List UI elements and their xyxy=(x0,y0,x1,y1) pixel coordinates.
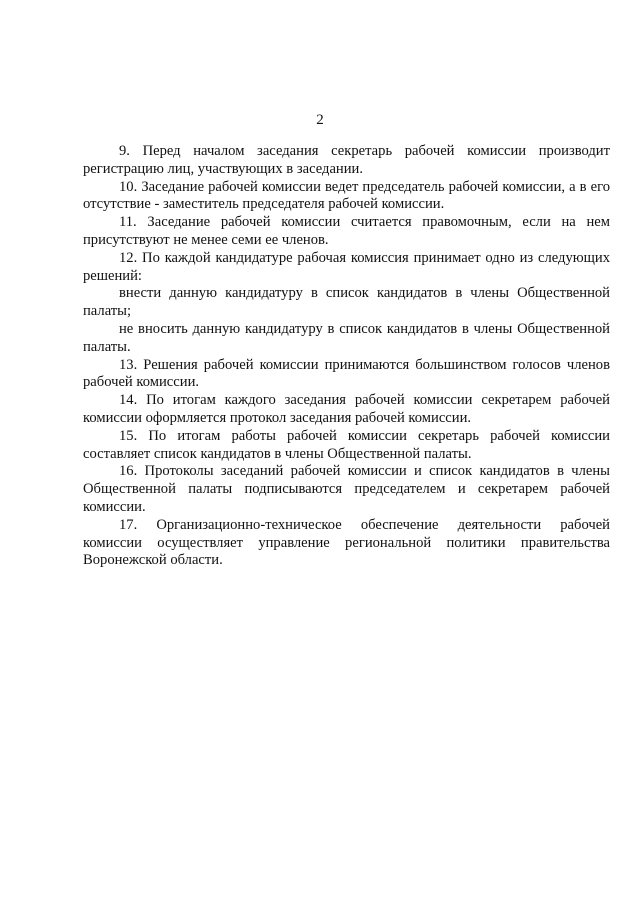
paragraph-13: 13. Решения рабочей комиссии принимаются большинством голосов членов рабочей комиссии. xyxy=(83,356,610,391)
paragraph-14: 14. По итогам каждого заседания рабочей комиссии секретарем рабочей комиссии оформляется протокол заседания рабочей комиссии. xyxy=(83,392,610,426)
document-body xyxy=(83,143,610,570)
paragraph-12-option-include: внести данную кандидатуру в список кандидатов в члены Общественной палаты; xyxy=(83,285,610,320)
paragraph-16: 16. Протоколы заседаний рабочей комиссии и список кандидатов в члены Общественной палаты подписываются председателем и секретарем рабочей комиссии. xyxy=(83,463,610,515)
paragraph-10: 10. Заседание рабочей комиссии ведет председатель рабочей комиссии, а в его отсутствие - заместитель председателя рабочей комиссии. xyxy=(83,178,610,213)
paragraph-12-option-exclude: не вносить данную кандидатуру в список кандидатов в члены Общественной палаты. xyxy=(83,320,610,355)
paragraph-15: 15. По итогам работы рабочей комиссии секретарь рабочей комиссии составляет список кандидатов в члены Общественной палаты. xyxy=(83,427,610,462)
paragraph-17: 17. Организационно-техническое обеспечение деятельности рабочей комиссии осуществляет управление региональной политики правительства Воронежской области. xyxy=(83,516,610,569)
paragraph-9: 9. Перед началом заседания секретарь рабочей комиссии производит регистрацию лиц, участвующих в заседании. xyxy=(83,143,610,177)
paragraph-11: 11. Заседание рабочей комиссии считается правомочным, если на нем присутствуют не менее семи ее членов. xyxy=(83,214,610,248)
page-number: 2 xyxy=(316,112,324,128)
paragraph-12: 12. По каждой кандидатуре рабочая комиссия принимает одно из следующих решений: xyxy=(83,249,610,284)
